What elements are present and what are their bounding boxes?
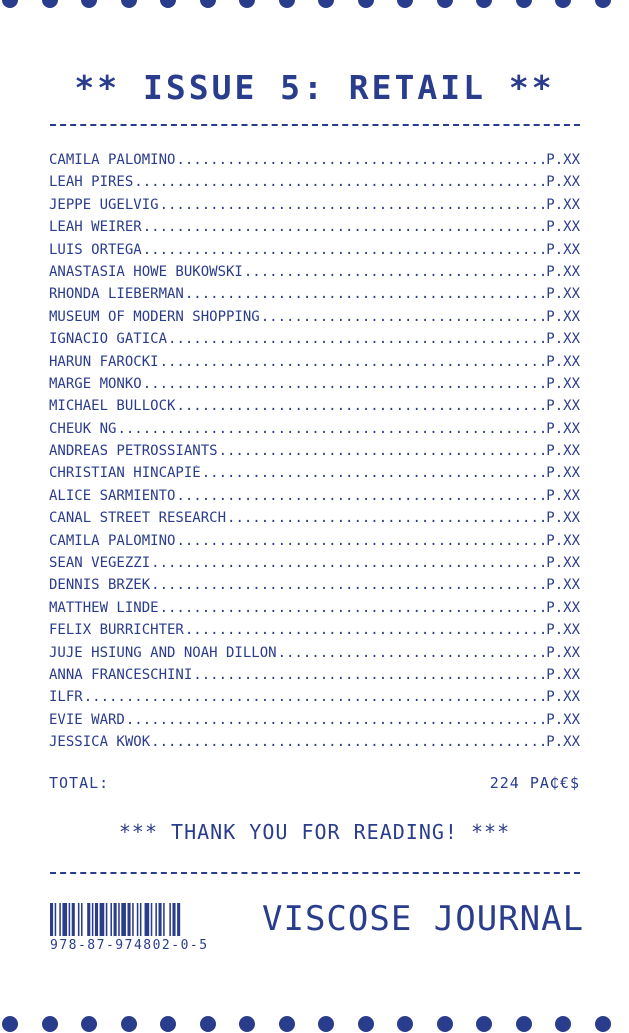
contents-entry (49, 734, 580, 756)
contents-entry-name: FELIX BURRICHTER (49, 622, 184, 639)
contents-entry-name: CHRISTIAN HINCAPIÉ (49, 465, 201, 482)
contents-entry-page: P.XX (546, 622, 580, 639)
scallop-dot (437, 1016, 453, 1032)
total-value: 224 PA₵€$ (489, 774, 580, 792)
contents-entry (49, 555, 580, 577)
contents-entry (49, 197, 580, 219)
dot-leader (176, 533, 545, 549)
contents-entry-page: P.XX (546, 711, 580, 728)
top-dashed-divider (50, 124, 580, 126)
contents-entry-name: ANASTASIA HOWE BUKOWSKI (49, 263, 243, 280)
scallop-dot (160, 0, 176, 8)
dot-leader (151, 577, 545, 593)
dot-leader (261, 309, 546, 325)
scallop-dot (476, 0, 492, 8)
bottom-scallop-edge (0, 1015, 629, 1033)
total-row (49, 774, 580, 792)
barcode-bar (121, 903, 126, 936)
contents-entry (49, 286, 580, 308)
contents-entry (49, 331, 580, 353)
barcode-bar (55, 903, 57, 936)
scallop-dot (81, 0, 97, 8)
scallop-dot (279, 0, 295, 8)
dot-leader (185, 286, 545, 302)
contents-entry (49, 667, 580, 689)
barcode-bar (81, 903, 83, 936)
scallop-dot (516, 1016, 532, 1032)
barcode-bar (172, 903, 175, 936)
dot-leader (143, 376, 546, 392)
scallop-dot (239, 0, 255, 8)
contents-entry-page: P.XX (546, 555, 580, 572)
scallop-dot (2, 1016, 18, 1032)
contents-entry-page: P.XX (546, 644, 580, 661)
scallop-dot (476, 1016, 492, 1032)
barcode-bar (92, 903, 94, 936)
contents-entry-name: DENNIS BRZEK (49, 577, 151, 594)
contents-entry-name: ILFR (49, 689, 83, 706)
contents-entry (49, 219, 580, 241)
contents-entry (49, 376, 580, 398)
contents-entry-page: P.XX (546, 353, 580, 370)
contents-entry (49, 309, 580, 331)
barcode-bar (151, 903, 153, 936)
contents-entry-name: LUIS ORTEGA (49, 241, 142, 258)
contents-entry-page: P.XX (546, 241, 580, 258)
contents-entry (49, 465, 580, 487)
scallop-dot (437, 0, 453, 8)
contents-entry-name: CAMILA PALOMINO (49, 532, 176, 549)
contents-entry-page: P.XX (546, 219, 580, 236)
barcode-bar (132, 903, 134, 936)
contents-entry (49, 152, 580, 174)
dot-leader (160, 600, 546, 616)
contents-entry (49, 622, 580, 644)
contents-entry-page: P.XX (546, 286, 580, 303)
dot-leader (151, 734, 545, 750)
contents-entry (49, 645, 580, 667)
table-of-contents (49, 152, 580, 757)
contents-entry-name: MATTHEW LINDE (49, 599, 159, 616)
isbn-number: 978-87-974802-0-5 (50, 938, 209, 953)
contents-entry-name: MARGE MONKO (49, 375, 142, 392)
contents-entry-page: P.XX (546, 532, 580, 549)
barcode-bar (50, 903, 53, 936)
contents-entry (49, 600, 580, 622)
issue-title: ** ISSUE 5: RETAIL ** (74, 68, 555, 107)
barcode-bar (72, 903, 75, 936)
barcode-bar (114, 903, 117, 936)
barcode-bar (163, 903, 165, 936)
contents-entry-page: P.XX (546, 196, 580, 213)
scallop-dot (555, 0, 571, 8)
contents-entry (49, 398, 580, 420)
contents-entry (49, 577, 580, 599)
contents-entry-name: LEAH PIRES (49, 174, 134, 191)
contents-entry-page: P.XX (546, 734, 580, 751)
barcode-icon (50, 903, 250, 936)
contents-entry-name: MICHAEL BULLOCK (49, 398, 176, 415)
barcode-bar (95, 903, 98, 936)
contents-entry-page: P.XX (546, 689, 580, 706)
scallop-dot (239, 1016, 255, 1032)
barcode-bar (155, 903, 157, 936)
dot-leader (160, 354, 546, 370)
contents-entry (49, 354, 580, 376)
scallop-dot (42, 1016, 58, 1032)
contents-entry (49, 689, 580, 711)
contents-entry-page: P.XX (546, 398, 580, 415)
dot-leader (202, 465, 546, 481)
contents-entry-page: P.XX (546, 152, 580, 168)
contents-entry-name: JUJE HSIUNG AND NOAH DILLON (49, 644, 277, 661)
contents-entry-name: JEPPE UGELVIG (49, 196, 159, 213)
scallop-dot (42, 0, 58, 8)
dot-leader (168, 331, 545, 347)
dot-leader (193, 667, 545, 683)
contents-entry-name: ANDREAS PETROSSIANTS (49, 443, 218, 460)
barcode-bar (169, 903, 171, 936)
contents-entry-name: CANAL STREET RESEARCH (49, 510, 227, 527)
contents-entry-page: P.XX (546, 308, 580, 325)
barcode-bar (59, 903, 61, 936)
contents-entry-page: P.XX (546, 174, 580, 191)
dot-leader (160, 197, 546, 213)
scallop-dot (318, 1016, 334, 1032)
scallop-dot (358, 1016, 374, 1032)
contents-entry-name: JESSICA KWOK (49, 734, 151, 751)
contents-entry (49, 443, 580, 465)
scallop-dot (279, 1016, 295, 1032)
contents-entry-name: ANNA FRANCESCHINI (49, 666, 193, 683)
dot-leader (134, 174, 545, 190)
contents-entry-name: ALICE SARMIENTO (49, 487, 176, 504)
barcode-bar (145, 903, 150, 936)
contents-entry-page: P.XX (546, 487, 580, 504)
contents-entry-page: P.XX (546, 465, 580, 482)
contents-entry-name: LEAH WEIRER (49, 219, 142, 236)
contents-entry-page: P.XX (546, 577, 580, 594)
scallop-dot (160, 1016, 176, 1032)
contents-entry-name: EVIE WARD (49, 711, 125, 728)
scallop-dot (397, 0, 413, 8)
dot-leader (227, 510, 545, 526)
barcode-bar (100, 903, 105, 936)
contents-entry-page: P.XX (546, 599, 580, 616)
scallop-dot (81, 1016, 97, 1032)
dot-leader (117, 421, 545, 437)
dot-leader (151, 555, 545, 571)
contents-entry-page: P.XX (546, 263, 580, 280)
scallop-dot (121, 0, 137, 8)
contents-entry (49, 421, 580, 443)
dot-leader (278, 645, 546, 661)
dot-leader (126, 712, 545, 728)
contents-entry-name: CAMILA PALOMINO (49, 152, 176, 168)
dot-leader (176, 152, 545, 168)
scallop-dot (516, 0, 532, 8)
dot-leader (176, 398, 545, 414)
scallop-dot (595, 1016, 611, 1032)
scallop-dot (358, 0, 374, 8)
barcode-bar (128, 903, 131, 936)
scallop-dot (318, 0, 334, 8)
contents-entry-name: SEAN VEGEZZI (49, 555, 151, 572)
scallop-dot (397, 1016, 413, 1032)
barcode-bar (62, 903, 67, 936)
barcode-bar (87, 903, 90, 936)
thank-you-message: *** THANK YOU FOR READING! *** (118, 820, 511, 844)
contents-entry-page: P.XX (546, 666, 580, 683)
total-label: TOTAL: (49, 774, 110, 792)
barcode-bar (177, 903, 180, 936)
top-scallop-edge (0, 0, 629, 9)
dot-leader (143, 219, 546, 235)
contents-entry-name: CHEUK NG (49, 420, 117, 437)
bottom-dashed-divider (50, 872, 580, 874)
barcode-bar (140, 903, 142, 936)
contents-entry (49, 242, 580, 264)
dot-leader (143, 242, 546, 258)
contents-entry-name: RHONDA LIEBERMAN (49, 286, 184, 303)
contents-entry (49, 533, 580, 555)
scallop-dot (555, 1016, 571, 1032)
journal-name: VISCOSE JOURNAL (262, 899, 585, 939)
barcode-bar (159, 903, 162, 936)
barcode-bar (110, 903, 112, 936)
contents-entry (49, 264, 580, 286)
contents-entry-page: P.XX (546, 443, 580, 460)
contents-entry (49, 488, 580, 510)
contents-entry-page: P.XX (546, 375, 580, 392)
scallop-dot (595, 0, 611, 8)
contents-entry-page: P.XX (546, 510, 580, 527)
contents-entry-name: HARUN FAROCKI (49, 353, 159, 370)
contents-entry (49, 712, 580, 734)
dot-leader (219, 443, 546, 459)
barcode-bar (106, 903, 108, 936)
scallop-dot (200, 0, 216, 8)
contents-entry (49, 174, 580, 196)
scallop-dot (200, 1016, 216, 1032)
contents-entry (49, 510, 580, 532)
contents-entry-page: P.XX (546, 420, 580, 437)
barcode-bar (69, 903, 71, 936)
barcode-bar (137, 903, 139, 936)
contents-entry-name: IGNACIO GATICA (49, 331, 168, 348)
dot-leader (176, 488, 545, 504)
scallop-dot (2, 0, 18, 8)
dot-leader (84, 689, 546, 705)
dot-leader (244, 264, 545, 280)
dot-leader (185, 622, 545, 638)
barcode-bar (118, 903, 120, 936)
contents-entry-name: MUSEUM OF MODERN SHOPPING (49, 308, 260, 325)
barcode-bar (78, 903, 80, 936)
scallop-dot (121, 1016, 137, 1032)
contents-entry-page: P.XX (546, 331, 580, 348)
